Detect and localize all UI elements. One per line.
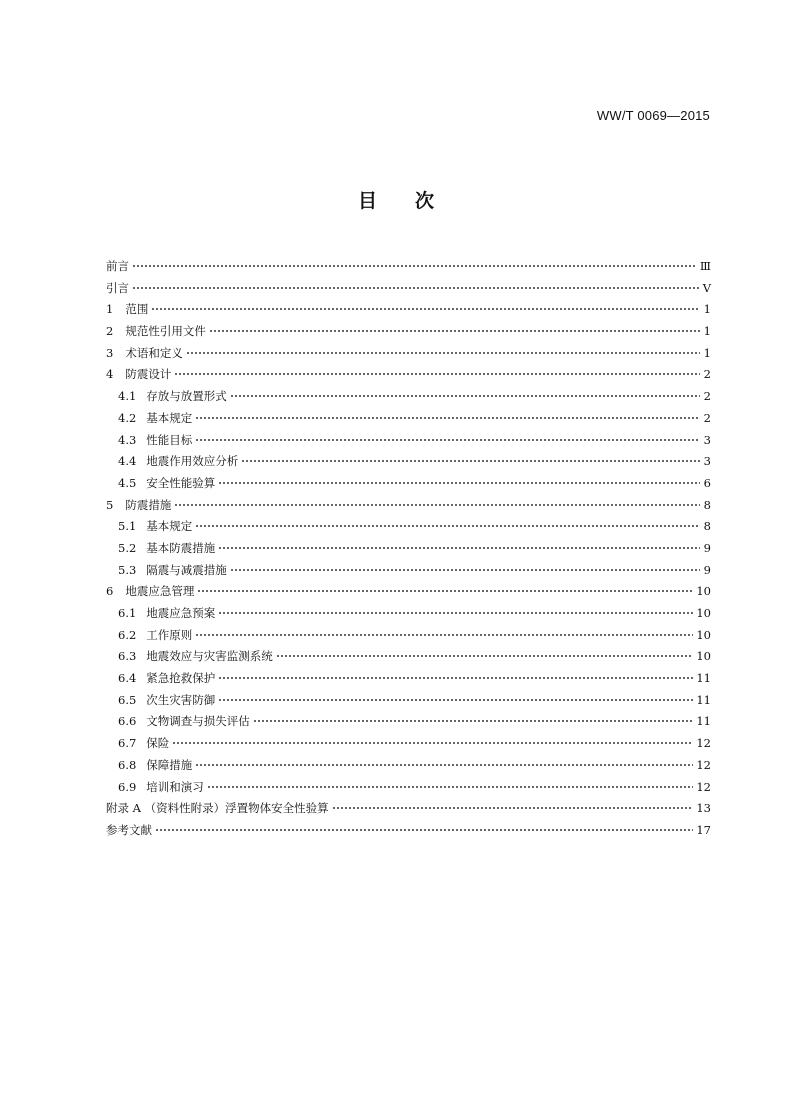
toc-page-number: 11	[696, 692, 711, 707]
toc-entry[interactable]	[106, 625, 711, 647]
standard-code: WW/T 0069—2015	[596, 108, 710, 123]
toc-entry-text: 术语和定义	[125, 345, 183, 360]
toc-leader-dots	[195, 634, 693, 636]
toc-entry-number: 4.3	[118, 432, 137, 447]
toc-entry-number: 4.1	[118, 389, 137, 404]
toc-entry[interactable]	[106, 473, 711, 495]
toc-entry[interactable]	[106, 777, 711, 799]
toc-entry-text: 防震措施	[125, 497, 172, 512]
toc-entry-label	[106, 299, 148, 321]
toc-entry-number: 6	[106, 584, 114, 599]
toc-entry-text: 保险	[146, 736, 170, 751]
toc-entry[interactable]	[106, 560, 711, 582]
toc-entry[interactable]	[106, 711, 711, 733]
toc-entry[interactable]	[106, 430, 711, 452]
toc-leader-dots	[218, 547, 700, 549]
toc-entry-number: 6.8	[118, 757, 137, 772]
toc-entry-text: 文物调查与损失评估	[146, 714, 250, 729]
toc-entry-label	[118, 646, 273, 668]
toc-page-number: 8	[703, 497, 711, 512]
toc-entry-number: 6.3	[118, 649, 137, 664]
toc-entry-label	[106, 798, 329, 820]
toc-leader-dots	[172, 742, 693, 744]
toc-leader-dots	[132, 287, 700, 289]
toc-leader-dots	[207, 786, 694, 788]
toc-entry[interactable]	[106, 668, 711, 690]
toc-entry-number: 6.9	[118, 779, 137, 794]
toc-entry-number: 6.6	[118, 714, 137, 729]
toc-entry-label	[118, 711, 250, 733]
toc-entry-number: 6.5	[118, 692, 137, 707]
toc-entry-label	[106, 364, 171, 386]
toc-leader-dots	[230, 569, 700, 571]
toc-entry[interactable]	[106, 603, 711, 625]
toc-entry-text: 地震应急预案	[146, 606, 216, 620]
table-of-contents	[106, 256, 711, 842]
toc-leader-dots	[276, 655, 694, 657]
toc-leader-dots	[174, 373, 700, 375]
toc-entry[interactable]	[106, 386, 711, 408]
toc-entry-text: 工作原则	[146, 627, 193, 642]
toc-entry-text: 地震应急管理	[125, 584, 195, 599]
toc-entry-number: 1	[106, 302, 114, 317]
toc-entry-number: 6.4	[118, 671, 137, 686]
toc-entry-label	[118, 430, 192, 452]
toc-leader-dots	[253, 720, 694, 722]
toc-page-number: 12	[696, 779, 711, 794]
toc-page-number: 9	[703, 540, 711, 555]
toc-entry-text: 规范性引用文件	[125, 324, 206, 339]
toc-entry-label	[118, 777, 204, 799]
toc-page-number: 3	[703, 432, 711, 447]
toc-entry-text: 保障措施	[146, 757, 193, 772]
toc-page-number: Ⅲ	[699, 259, 711, 273]
toc-entry[interactable]	[106, 408, 711, 430]
toc-page-number: 2	[703, 367, 711, 382]
toc-entry-text: 地震效应与灾害监测系统	[146, 649, 273, 664]
toc-entry[interactable]	[106, 690, 711, 712]
toc-page-number: 10	[696, 606, 711, 620]
toc-entry[interactable]	[106, 820, 711, 842]
toc-entry[interactable]	[106, 256, 711, 278]
toc-entry-label	[118, 560, 227, 582]
toc-entry[interactable]	[106, 538, 711, 560]
toc-page-number: 11	[696, 671, 711, 686]
toc-entry-text: 前言	[106, 259, 129, 273]
toc-entry-label	[106, 495, 171, 517]
toc-entry[interactable]	[106, 646, 711, 668]
toc-entry[interactable]	[106, 364, 711, 386]
toc-entry[interactable]	[106, 798, 711, 820]
toc-page-number: 1	[703, 302, 711, 317]
toc-entry-number: 6.2	[118, 627, 137, 642]
toc-entry-text: 次生灾害防御	[146, 692, 216, 707]
toc-leader-dots	[151, 308, 700, 310]
toc-entry-text: 基本规定	[146, 410, 193, 425]
toc-entry-number: 4.5	[118, 475, 137, 490]
toc-leader-dots	[174, 504, 700, 506]
toc-entry-text: 附录 A （资料性附录）浮置物体安全性验算	[106, 801, 329, 816]
toc-leader-dots	[218, 677, 693, 679]
toc-entry[interactable]	[106, 733, 711, 755]
page-title: 目次	[357, 190, 472, 212]
toc-entry-label	[118, 386, 227, 408]
toc-entry[interactable]	[106, 278, 711, 300]
toc-entry-number: 4.4	[118, 454, 137, 469]
toc-entry-number: 4	[106, 367, 114, 382]
toc-page-number: 1	[703, 324, 711, 339]
toc-entry-label	[106, 820, 152, 842]
toc-page-number: 17	[696, 822, 711, 837]
toc-entry-number: 4.2	[118, 410, 137, 425]
toc-entry-number: 5.3	[118, 562, 137, 577]
toc-leader-dots	[132, 265, 697, 267]
toc-page-number: 2	[703, 389, 711, 404]
toc-leader-dots	[195, 525, 700, 527]
toc-entry-label	[106, 343, 183, 365]
toc-entry-label	[118, 451, 238, 473]
toc-entry-text: 参考文献	[106, 822, 152, 837]
toc-entry-label	[118, 755, 192, 777]
toc-leader-dots	[186, 352, 700, 354]
toc-entry-label	[106, 256, 129, 278]
toc-entry-label	[118, 473, 215, 495]
toc-entry-label	[118, 538, 215, 560]
toc-entry[interactable]	[106, 581, 711, 603]
toc-entry-label	[106, 321, 206, 343]
toc-page-number: 12	[696, 736, 711, 751]
toc-page-number: Ⅴ	[702, 280, 711, 295]
toc-leader-dots	[155, 829, 693, 831]
toc-page-number: 9	[703, 562, 711, 577]
toc-entry-number: 2	[106, 324, 114, 339]
toc-leader-dots	[195, 417, 700, 419]
toc-entry-text: 存放与放置形式	[146, 389, 227, 404]
toc-entry-number: 3	[106, 345, 114, 360]
toc-leader-dots	[332, 807, 694, 809]
toc-page-number: 13	[696, 801, 711, 816]
toc-leader-dots	[218, 699, 693, 701]
toc-entry-label	[118, 408, 192, 430]
toc-page-number: 10	[696, 584, 711, 599]
toc-entry[interactable]	[106, 321, 711, 343]
toc-entry-number: 6.1	[118, 606, 137, 620]
toc-page-number: 8	[703, 519, 711, 534]
toc-entry-label	[118, 690, 215, 712]
toc-entry[interactable]	[106, 516, 711, 538]
toc-entry-number: 5.1	[118, 519, 137, 534]
toc-page-number: 6	[703, 475, 711, 490]
toc-entry-text: 地震作用效应分析	[146, 454, 239, 469]
toc-entry-number: 6.7	[118, 736, 137, 751]
toc-page-number: 10	[696, 649, 711, 664]
toc-entry-text: 引言	[106, 280, 129, 295]
toc-page-number: 10	[696, 627, 711, 642]
toc-page-number: 12	[696, 757, 711, 772]
toc-entry-text: 范围	[125, 302, 149, 317]
toc-page-number: 1	[703, 345, 711, 360]
toc-leader-dots	[218, 612, 693, 614]
toc-entry[interactable]	[106, 343, 711, 365]
toc-leader-dots	[195, 764, 693, 766]
toc-page-number: 3	[703, 454, 711, 469]
toc-entry[interactable]	[106, 495, 711, 517]
toc-entry[interactable]	[106, 755, 711, 777]
toc-entry-text: 紧急抢救保护	[146, 671, 216, 686]
toc-leader-dots	[195, 439, 700, 441]
toc-leader-dots	[230, 395, 700, 397]
toc-entry-text: 隔震与减震措施	[146, 562, 227, 577]
toc-entry-text: 基本防震措施	[146, 540, 216, 555]
toc-entry[interactable]	[106, 451, 711, 473]
toc-entry-text: 防震设计	[125, 367, 172, 382]
toc-entry-label	[118, 603, 215, 625]
toc-entry-number: 5	[106, 497, 114, 512]
toc-entry-label	[118, 733, 169, 755]
toc-page-number: 2	[703, 410, 711, 425]
toc-entry-label	[118, 516, 192, 538]
toc-entry-text: 基本规定	[146, 519, 193, 534]
toc-page-number: 11	[696, 714, 711, 729]
toc-leader-dots	[209, 330, 700, 332]
toc-entry[interactable]	[106, 299, 711, 321]
toc-leader-dots	[218, 482, 700, 484]
toc-entry-label	[106, 278, 129, 300]
toc-entry-label	[106, 581, 194, 603]
toc-entry-text: 培训和演习	[146, 779, 204, 794]
toc-entry-label	[118, 668, 215, 690]
toc-leader-dots	[197, 590, 693, 592]
toc-entry-label	[118, 625, 192, 647]
toc-leader-dots	[241, 460, 700, 462]
toc-entry-number: 5.2	[118, 540, 137, 555]
toc-entry-text: 性能目标	[146, 432, 193, 447]
toc-entry-text: 安全性能验算	[146, 475, 216, 490]
